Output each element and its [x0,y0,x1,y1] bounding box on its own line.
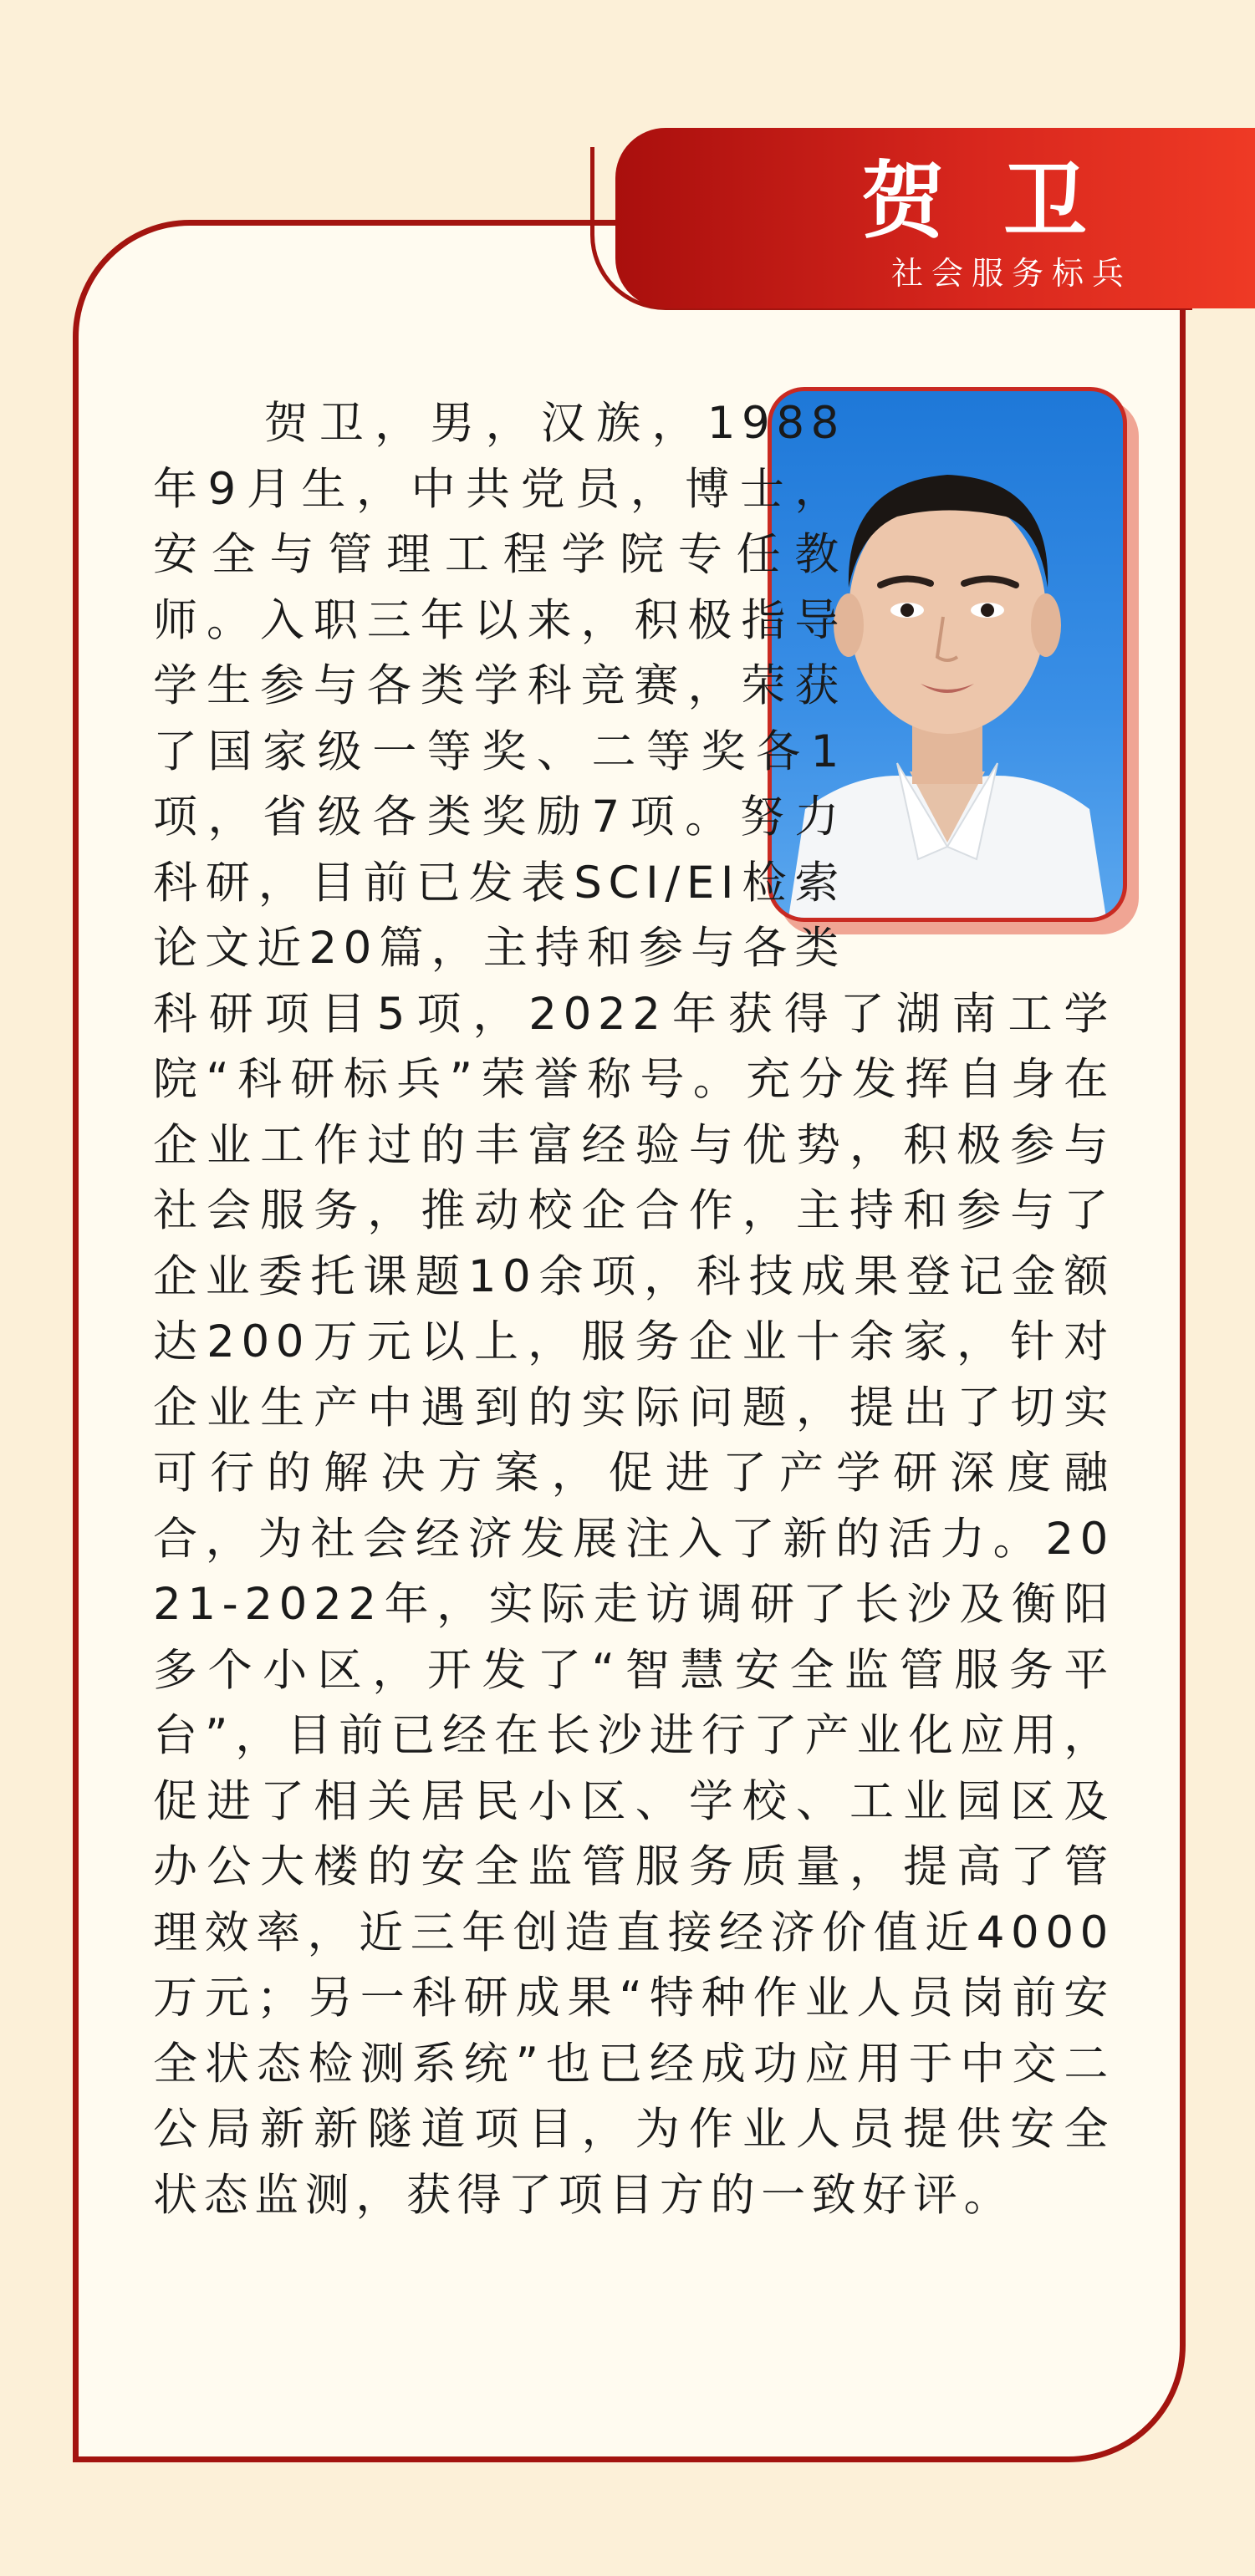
photo-space [845,391,1115,976]
award-title: 社会服务标兵 [890,255,1132,292]
person-name: 贺卫 [861,152,1145,250]
biography-text [153,391,1115,2228]
biography-content: 贺卫，男，汉族，1988年9月生，中共党员，博士，安全与管理工程学院专任教师。入职三年以来，积极指导学生参与各类学科竞赛，荣获了国家级一等奖、二等奖各1项，省级各类奖励7项。努力科研，目前已发表SCI/EI检索论文近20篇，主持和参与各类科研项目5项，2022年获得了湖南工学院“科研标兵”荣誉称号。充分发挥自身在企业工作过的丰富经验与优势，积极参与社会服务，推动校企合作，主持和参与了企业委托课题10余项，科技成果登记金额达200万元以上，服务企业十余家，针对企业生产中遇到的实际问题，提出了切实可行的解决方案，促进了产学研深度融合，为社会经济发展注入了新的活力。2021-2022年，实际走访调研了长沙及衡阳多个小区，开发了“智慧安全监管服务平台”，目前已经在长沙进行了产业化应用，促进了相关居民小区、学校、工业园区及办公大楼的安全监管服务质量，提高了管理效率，近三年创造直接经济价值近4000万元；另一科研成果“特种作业人员岗前安全状态检测系统”也已经成功应用于中交二公局新新隧道项目，为作业人员提供安全状态监测，获得了项目方的一致好评。 [153,398,1115,2221]
